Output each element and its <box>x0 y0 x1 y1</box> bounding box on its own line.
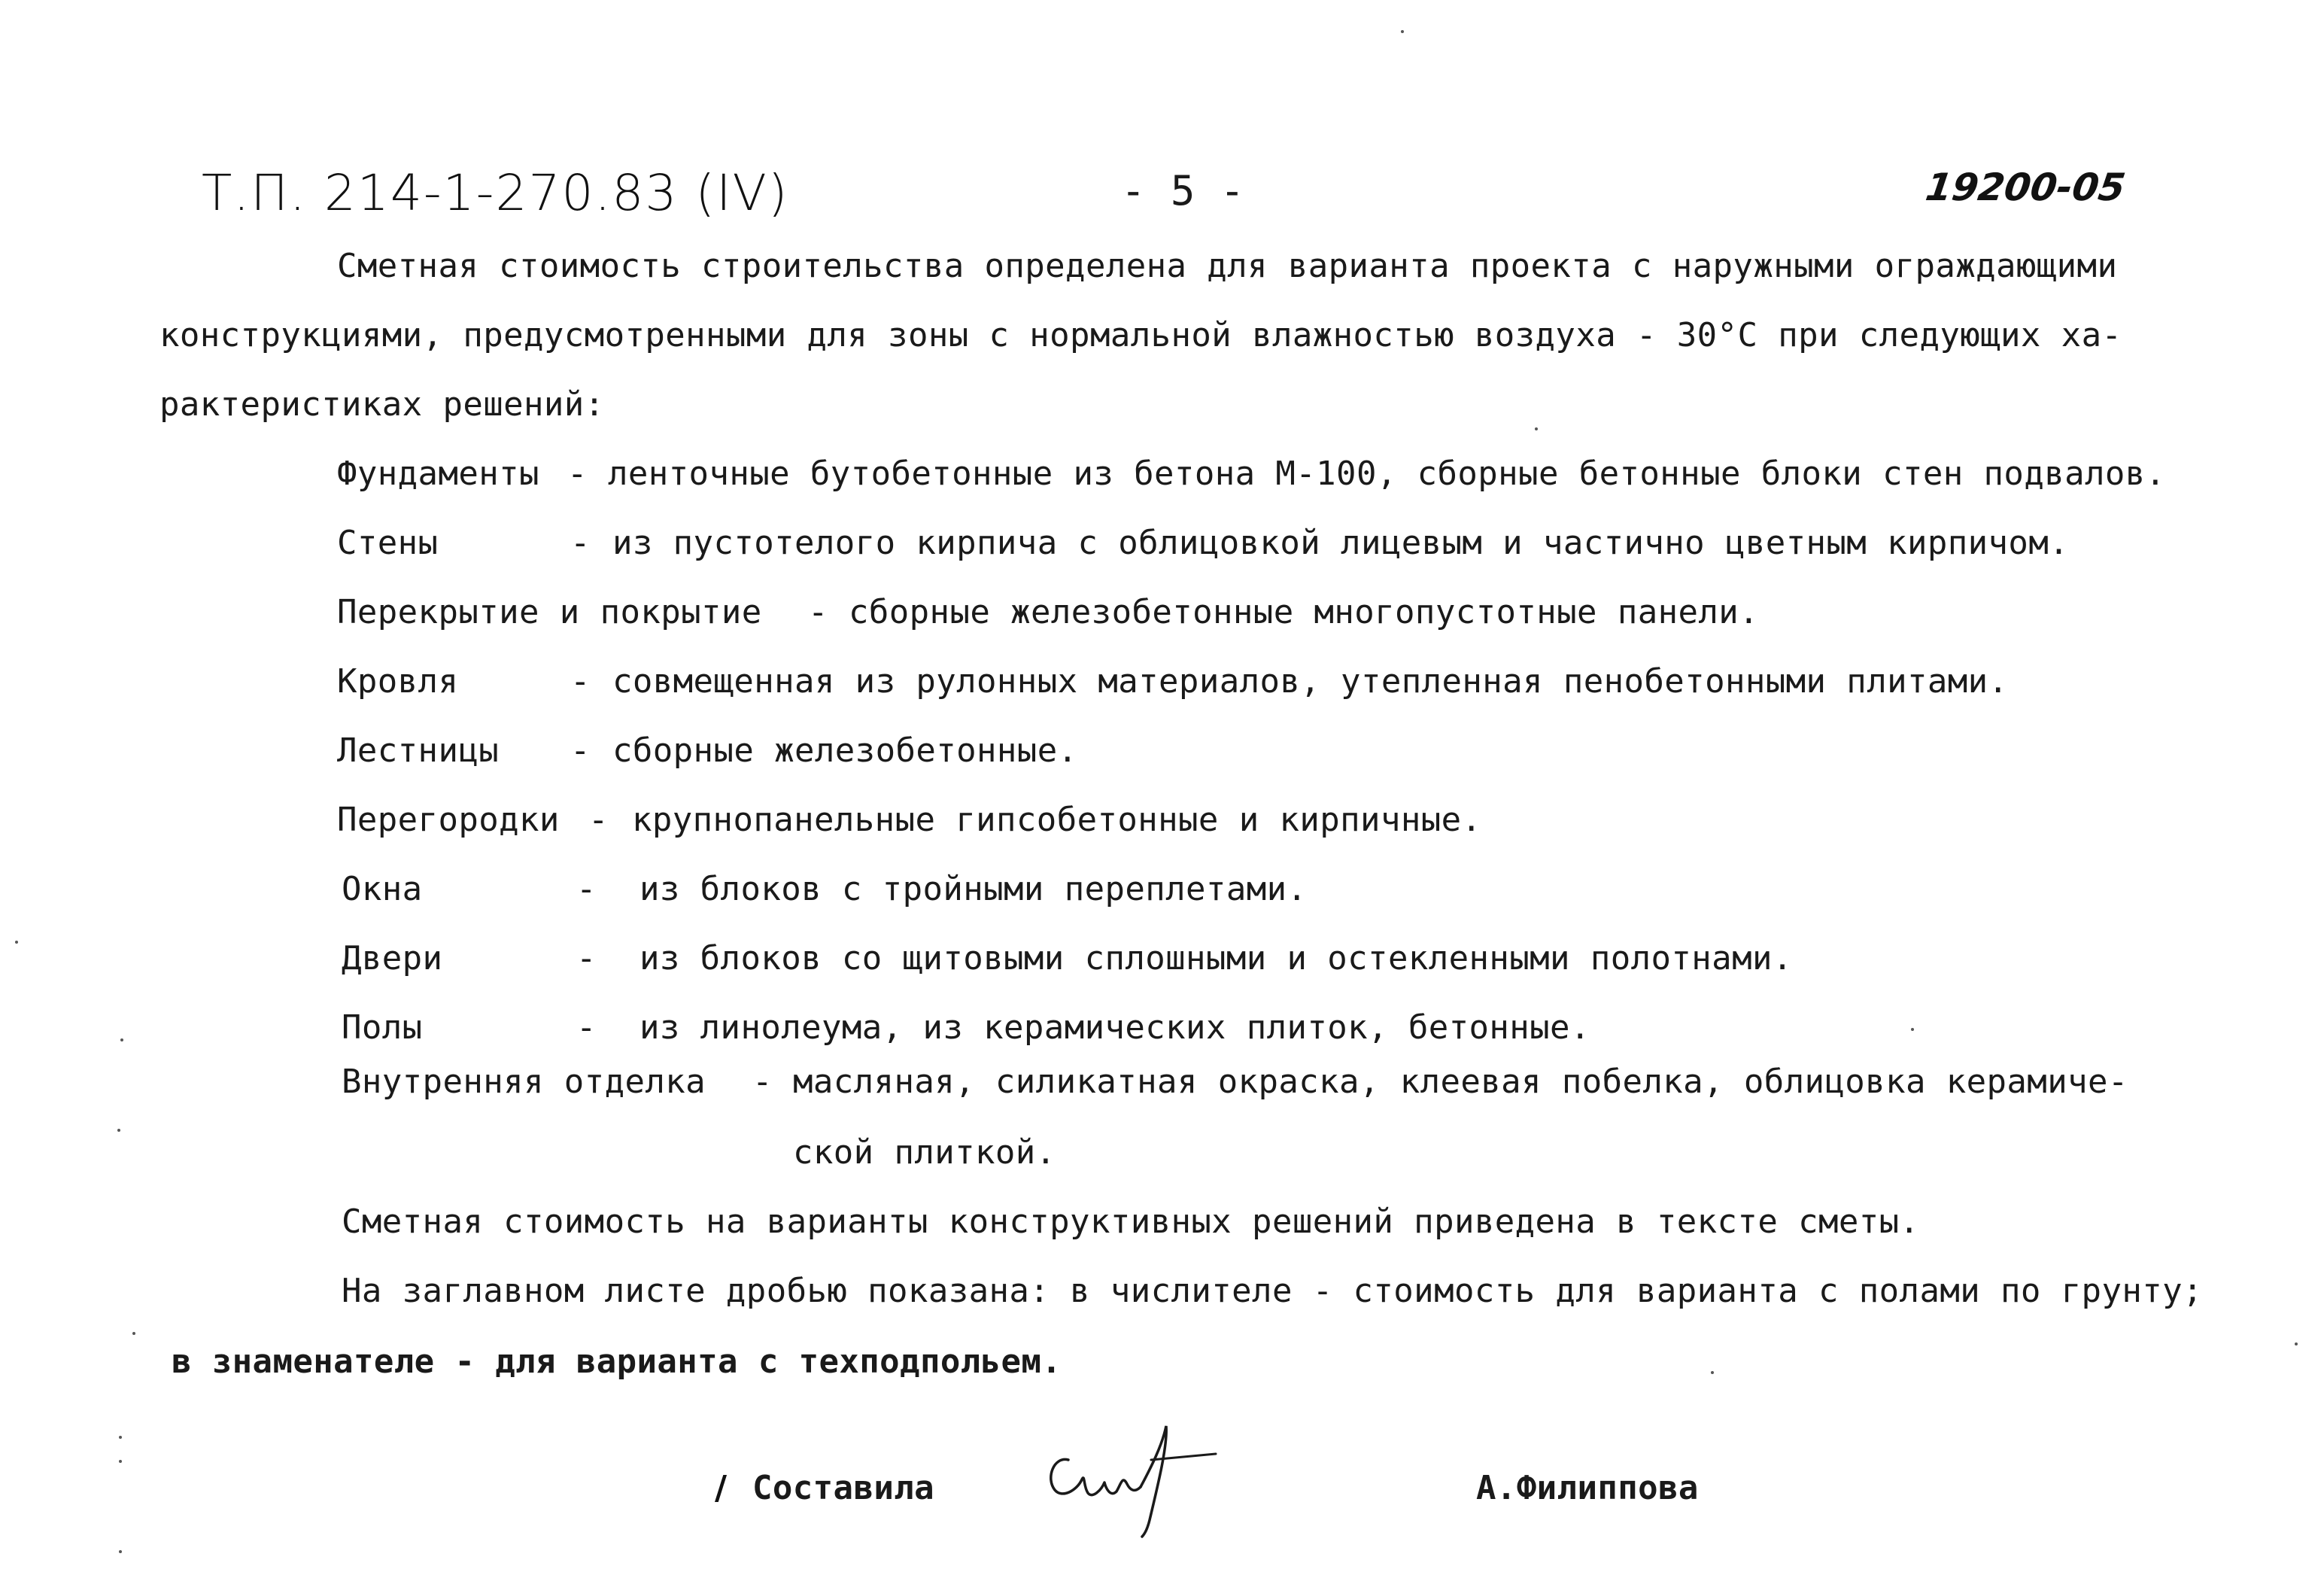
spec-label: Фундаменты <box>337 455 539 493</box>
intro-line-2: конструкциями, предусмотренными для зоны с нормальной влажностью воздуха - 30°С при следующих ха- <box>159 316 2122 354</box>
spec-label: Кровля <box>337 662 459 701</box>
spec-label: Перегородки <box>337 801 560 839</box>
title-sheet-note-line-2: в знаменателе - для варианта с техподпольем. <box>172 1342 1062 1381</box>
spec-text: из блоков со щитовыми сплошными и остекленными полотнами. <box>639 939 1793 978</box>
scan-speck <box>1401 30 1404 33</box>
signatory-name: А.Филиппова <box>1476 1469 1699 1507</box>
spec-text: совмещенная из рулонных материалов, утепленная пенобетонными плитами. <box>612 662 2009 701</box>
spec-label: Полы <box>342 1008 423 1047</box>
signature-label: Составила <box>752 1469 935 1507</box>
spec-dash: - <box>576 939 597 978</box>
cost-note: Сметная стоимость на варианты конструктивных решений приведена в тексте сметы. <box>342 1203 1920 1241</box>
spec-dash: - <box>576 1008 597 1047</box>
intro-line-3: рактеристиках решений: <box>159 385 605 424</box>
scan-speck <box>1911 1028 1914 1031</box>
spec-label: Внутренняя отделка <box>342 1063 706 1101</box>
scan-speck <box>2295 1342 2298 1345</box>
spec-label: Окна <box>342 870 423 908</box>
scan-speck <box>120 1038 123 1041</box>
scan-speck <box>15 941 18 944</box>
spec-text: ленточные бутобетонные из бетона М-100, сборные бетонные блоки стен подвалов. <box>608 455 2166 493</box>
scan-speck <box>132 1332 135 1335</box>
scan-speck <box>117 1129 120 1132</box>
spec-text: масляная, силикатная окраска, клеевая побелка, облицовка керамиче- <box>793 1063 2128 1101</box>
spec-text: из блоков с тройными переплетами. <box>639 870 1308 908</box>
spec-text: сборные железобетонные. <box>612 731 1078 770</box>
spec-dash: - <box>570 731 591 770</box>
spec-dash: - <box>576 870 597 908</box>
scan-speck <box>119 1550 122 1553</box>
spec-dash: - <box>570 662 591 701</box>
spec-text: сборные железобетонные многопустотные панели. <box>849 593 1760 631</box>
spec-dash: - <box>567 455 588 493</box>
spec-dash: - <box>588 801 609 839</box>
spec-dash: - <box>570 524 591 562</box>
spec-text: крупнопанельные гипсобетонные и кирпичные. <box>632 801 1482 839</box>
spec-label: Перекрытие и покрытие <box>337 593 762 631</box>
spec-label: Двери <box>342 939 443 978</box>
handwritten-signature <box>1038 1415 1219 1543</box>
spec-dash: - <box>752 1063 773 1101</box>
page-number: - 5 - <box>1121 167 1245 214</box>
intro-line-1: Сметная стоимость строительства определена для варианта проекта с наружными ограждающими <box>337 247 2118 285</box>
spec-label: Стены <box>337 524 439 562</box>
interior-finishing-continuation: ской плиткой. <box>793 1133 1056 1172</box>
document-code: Т.П. 214-1-270.83 (IV) <box>202 164 789 222</box>
scan-speck <box>119 1436 122 1439</box>
signature-slash: / <box>715 1469 728 1507</box>
title-sheet-note-line-1: На заглавном листе дробью показана: в числителе - стоимость для варианта с полами по грунту; <box>342 1272 2203 1310</box>
spec-text: из линолеума, из керамических плиток, бетонные. <box>639 1008 1590 1047</box>
spec-label: Лестницы <box>337 731 500 770</box>
spec-text: из пустотелого кирпича с облицовкой лицевым и частично цветным кирпичом. <box>612 524 2070 562</box>
scan-speck <box>119 1460 122 1463</box>
spec-dash: - <box>808 593 828 631</box>
archive-number: 19200-05 <box>1922 166 2128 209</box>
scan-speck <box>1535 427 1538 430</box>
scan-speck <box>1711 1371 1714 1374</box>
